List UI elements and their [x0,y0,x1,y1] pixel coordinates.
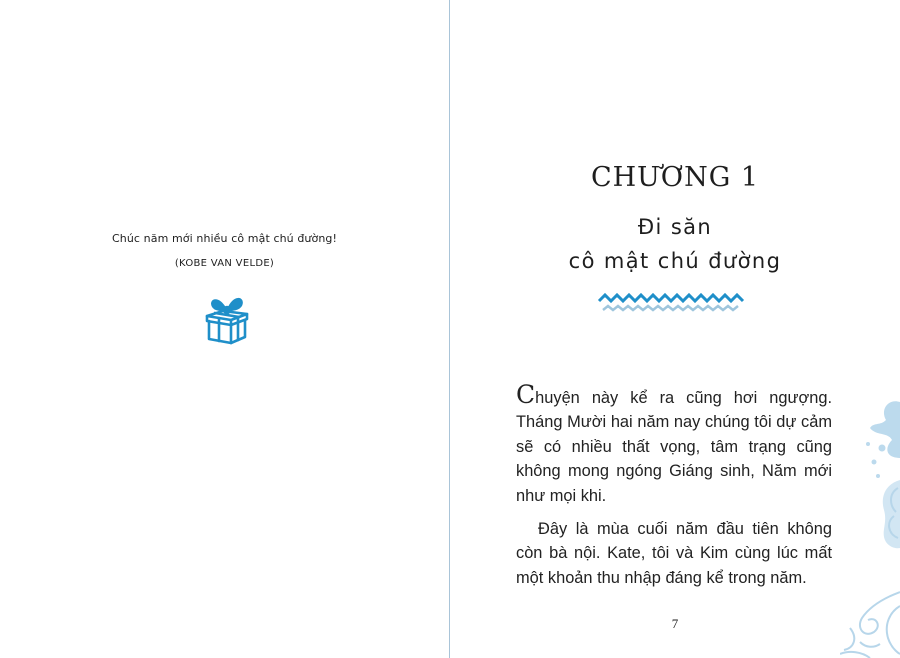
water-splash-icon [840,392,900,658]
drop-cap: C [516,380,536,409]
dedication-text: Chúc năm mới nhiều cô mật chú đường! [111,232,337,245]
chapter-title-line2: cô mật chú đường [568,249,782,273]
right-page [450,0,900,658]
chapter-label: CHƯƠNG 1 [590,162,760,193]
author-credit: (KOBE VAN VELDE) [174,258,275,269]
gift-box-icon [204,292,250,346]
paragraph-2: Đây là mùa cuối năm đầu tiên không còn bà nội. Kate, tôi và Kim cùng lúc mất một khoản thu nhập đáng kể trong năm. [516,520,832,587]
paragraph-1-text: huyện này kể ra cũng hơi ngượng. Tháng Mười hai năm nay chúng tôi dự cảm sẽ có nhiều thất vọng, tâm trạng cũng không mong ngóng Giáng sinh, Năm mới như mọi khi. [516,389,832,505]
dedication [0,232,449,269]
wave-divider-icon [597,289,747,315]
left-page [0,0,449,658]
chapter-title-line1: Đi săn [637,215,713,239]
body-text [516,380,832,590]
page-number: 7 [671,616,679,631]
paragraph-1 [516,380,832,508]
chapter-title [450,210,900,278]
